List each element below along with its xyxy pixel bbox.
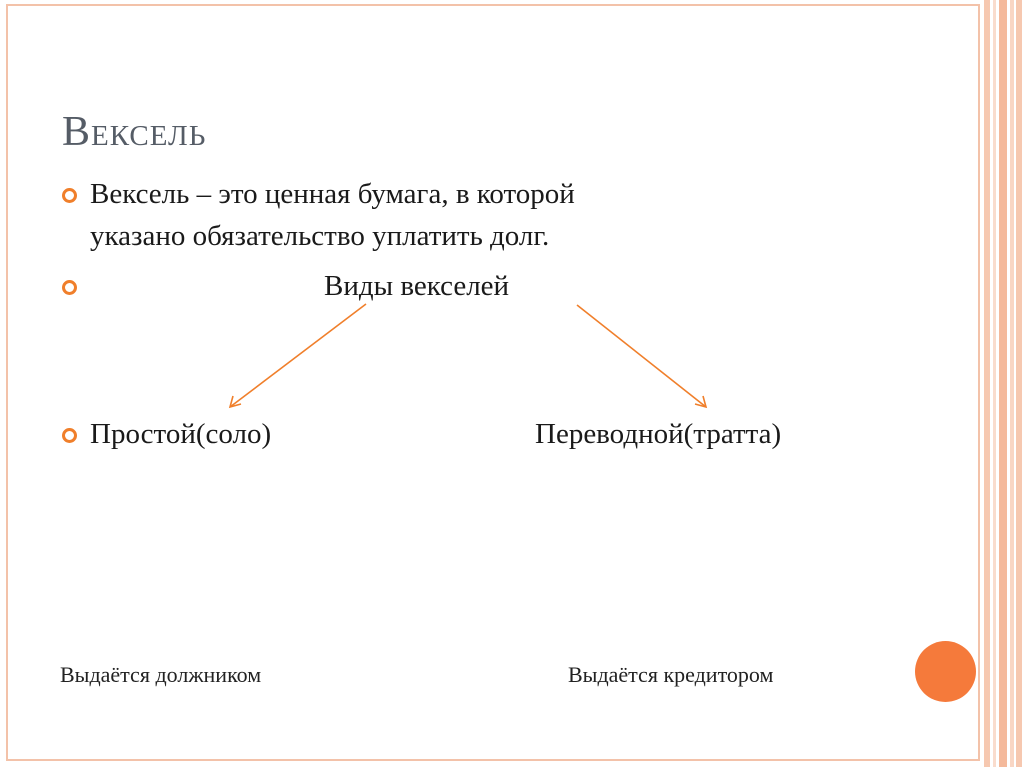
type-transfer: Переводной(тратта) <box>535 418 782 450</box>
bullet-circle-icon <box>62 428 77 443</box>
decor-circle <box>915 641 976 702</box>
arrow-right <box>577 305 706 407</box>
note-debtor: Выдаётся должником <box>60 662 262 687</box>
types-heading: Виды векселей <box>324 270 510 302</box>
slide-title: Вексель <box>62 109 207 155</box>
definition-line-1: Вексель – это ценная бумага, в которой <box>90 178 575 210</box>
note-creditor: Выдаётся кредитором <box>568 662 774 687</box>
definition-line-2: указано обязательство уплатить долг. <box>90 220 550 252</box>
arrow-left <box>230 304 366 407</box>
type-simple: Простой(соло) <box>90 418 272 450</box>
